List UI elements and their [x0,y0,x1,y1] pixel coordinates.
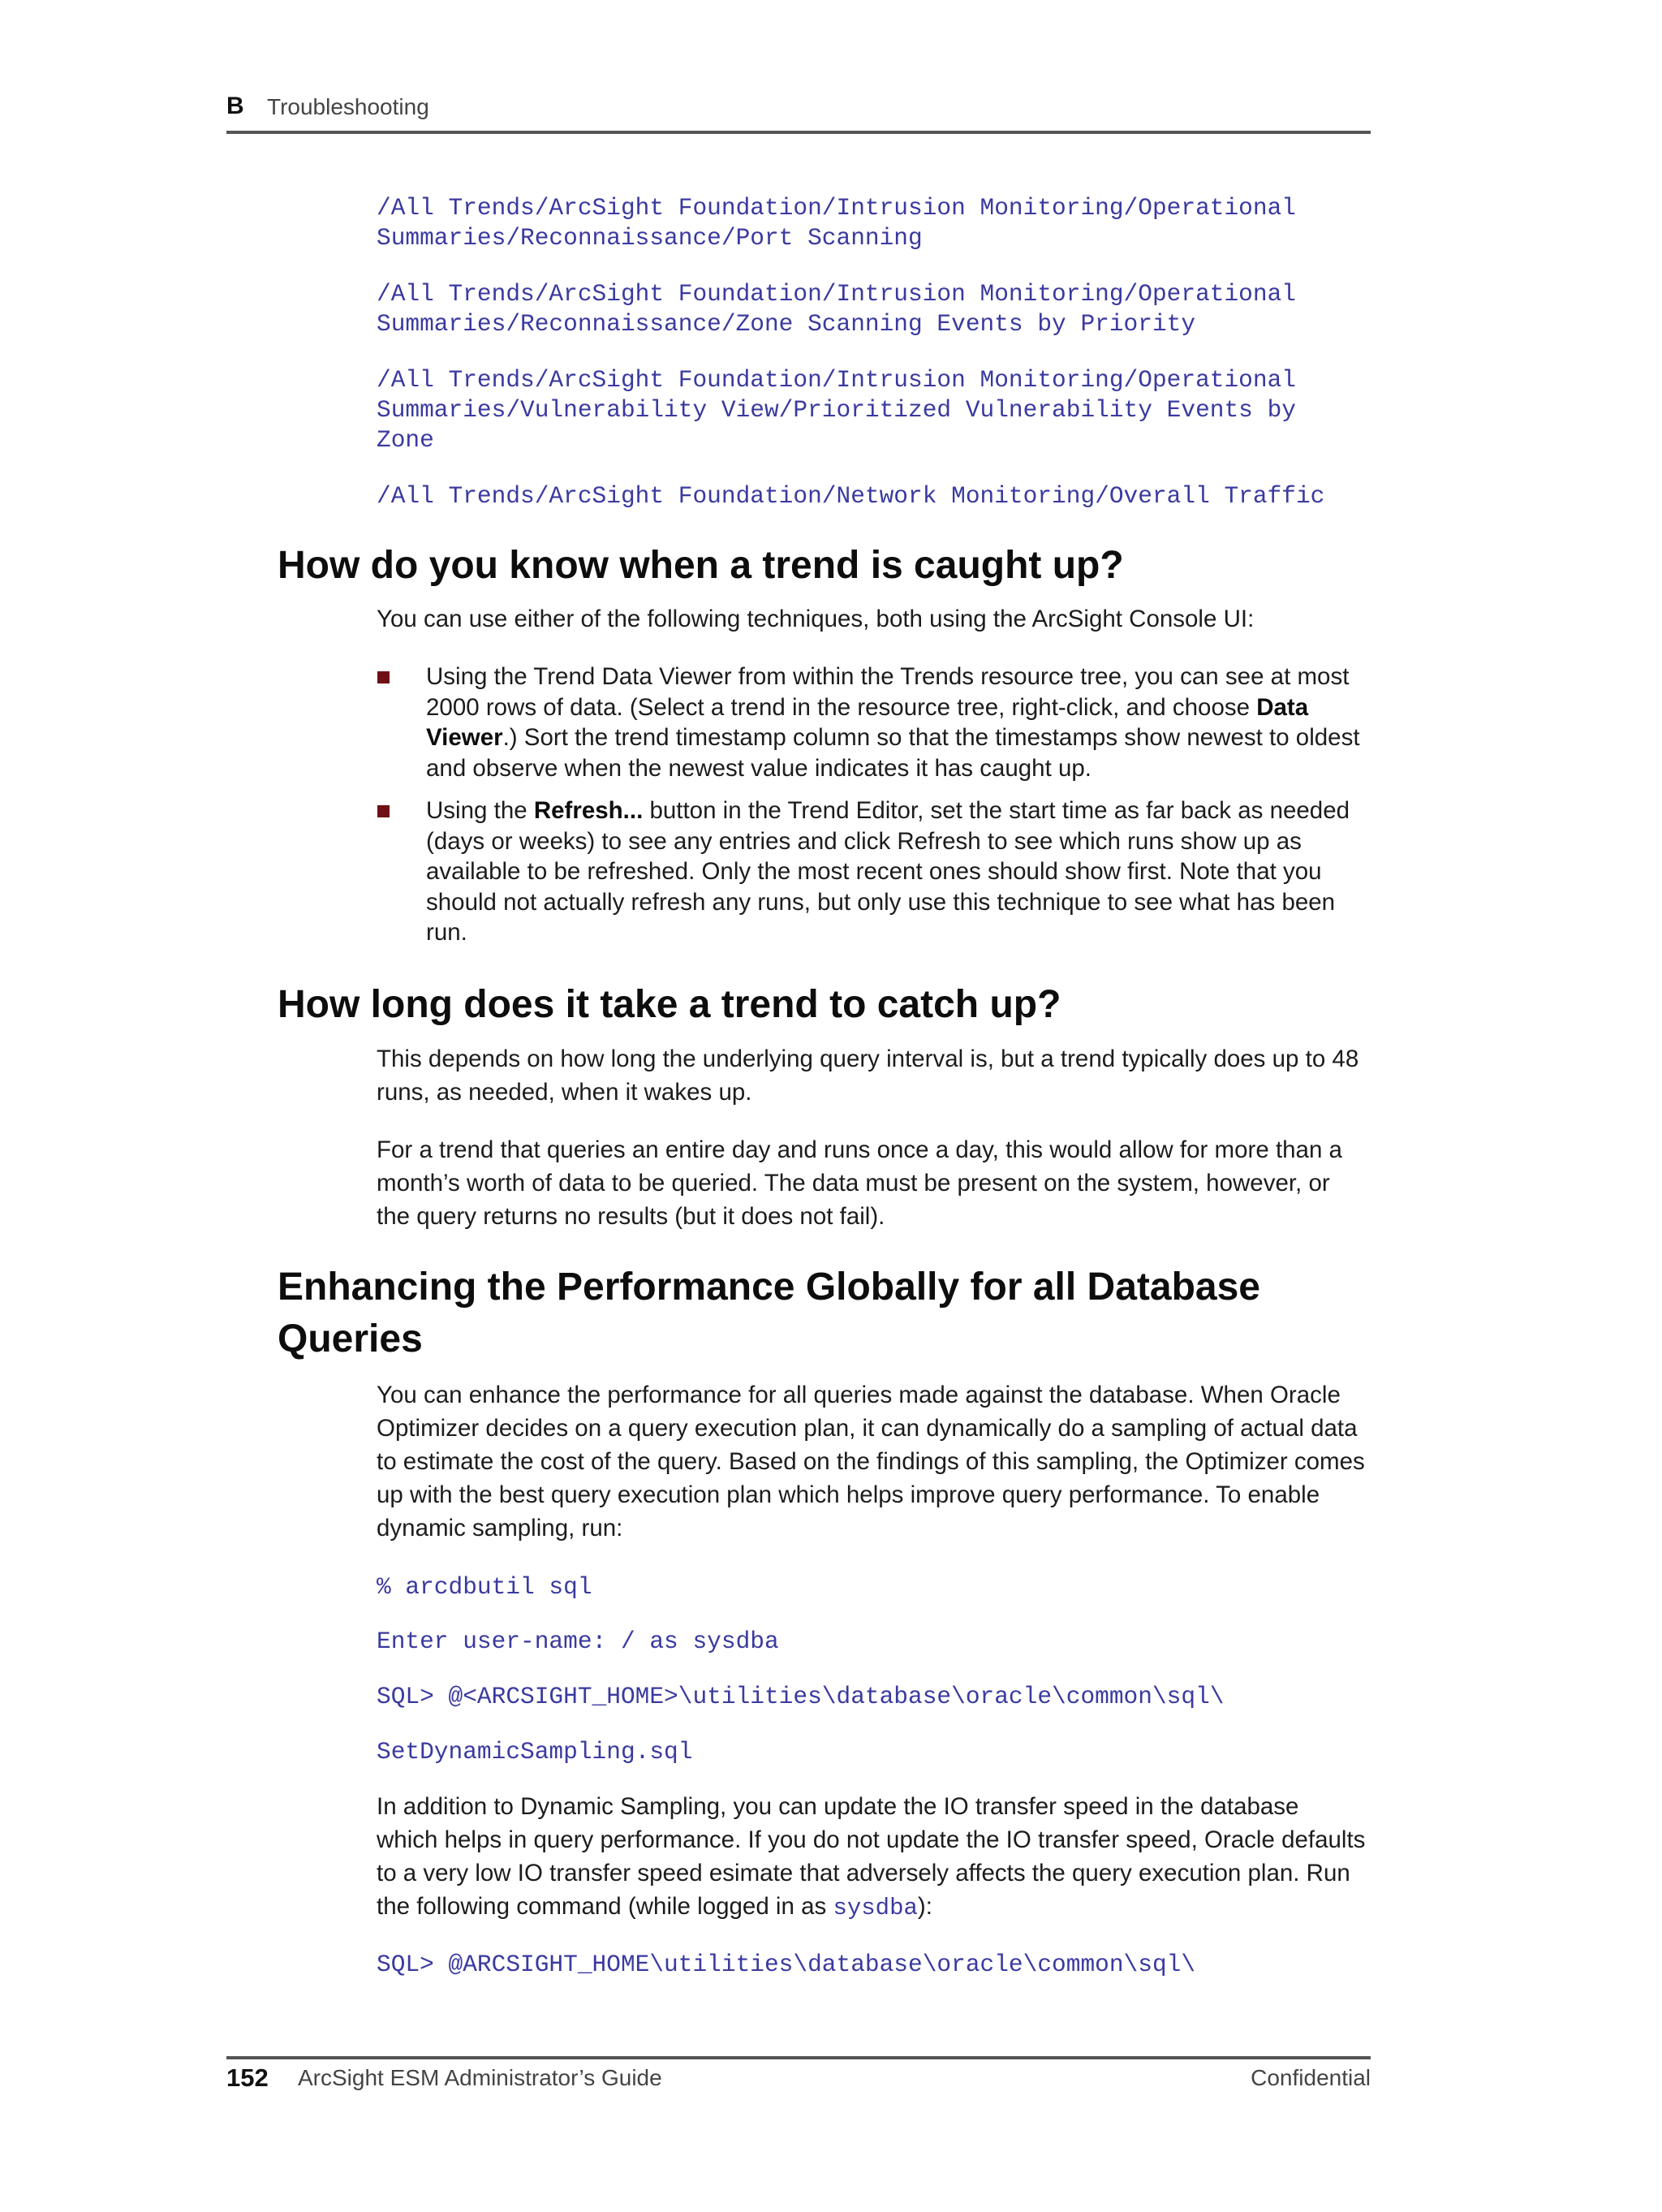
trend-path-2: /All Trends/ArcSight Foundation/Intrusion Monitoring/Operational Summaries/Reconnaissance/Zone Scanning Events by Priority [377,280,1296,338]
code-line-arcdbutil: % arcdbutil sql [377,1573,592,1601]
trend-path-3: /All Trends/ArcSight Foundation/Intrusion Monitoring/Operational Summaries/Vulnerability View/Prioritized Vulnerability Events by Zone [377,366,1296,454]
code-line-username: Enter user-name: / as sysdba [377,1628,779,1655]
code-line-sql-file: SetDynamicSampling.sql [377,1738,693,1766]
book-title: ArcSight ESM Administrator’s Guide [298,2065,662,2090]
page-number: 152 [226,2063,269,2092]
section-heading-caught-up: How do you know when a trend is caught up? [278,544,1124,587]
chapter-letter: B [226,93,244,119]
section2-para1: This depends on how long the underlying query interval is, but a trend typically does up to 48 runs, as needed, when it wakes up. [377,1046,1359,1106]
code-line-sql-path: SQL> @<ARCSIGHT_HOME>\utilities\database\oracle\common\sql\ [377,1683,1225,1710]
trend-path-4: /All Trends/ArcSight Foundation/Network Monitoring/Overall Traffic [377,482,1325,510]
section3-para1: You can enhance the performance for all queries made against the database. When Oracle Optimizer decides on a query execution plan, it can dynamically do a sampling of actual data to estimate the cost of the query. Based on the findings of this sampling, the Optimizer comes up with the best query execution plan which helps improve query performance. To enable dynamic sampling, run: [377,1382,1365,1542]
header-rule [226,131,1371,134]
section1-intro: You can use either of the following techniques, both using the ArcSight Console UI: [377,606,1255,632]
page-footer [226,2062,1371,2102]
section-heading-catch-up-time: How long does it take a trend to catch up? [278,983,1061,1026]
section3-para2: In addition to Dynamic Sampling, you can update the IO transfer speed in the database which helps in query performance. If you do not update the IO transfer speed, Oracle defaults to a very low IO transfer speed esimate that adversely affects the query execution plan. Run the following command (while logged in as sysdba): [377,1793,1366,1921]
section2-para2: For a trend that queries an entire day and runs once a day, this would allow for more than a month’s worth of data to be queried. The data must be present on the system, however, or the query returns no results (but it does not fail). [377,1136,1342,1230]
code-line-io-command: SQL> @ARCSIGHT_HOME\utilities\database\oracle\common\sql\ [377,1951,1196,1978]
bullet-text: Using the Trend Data Viewer from within the Trends resource tree, you can see at most 2000 rows of data. (Select a trend in the resource tree, right-click, and choose Data Viewer.) Sort the trend timestamp column so that the timestamps show newest to oldest and observe when the newest value indicates it has caught up. [426,663,1360,782]
trend-path-1: /All Trends/ArcSight Foundation/Intrusion Monitoring/Operational Summaries/Reconnaissance/Port Scanning [377,194,1296,252]
bullet-square-icon [377,671,390,683]
bullet-text: Using the Refresh... button in the Trend Editor, set the start time as far back as needed (days or weeks) to see any entries and click Refresh to see which runs show up as available to be refreshed. Only the most recent ones should show first. Note that you should not actually refresh any runs, but only use this technique to see what has been run. [426,797,1350,946]
confidential-label: Confidential [1251,2065,1371,2090]
chapter-title: Troubleshooting [267,94,429,119]
page-header [226,91,1371,133]
section-heading-performance: Enhancing the Performance Globally for all Database Queries [278,1266,1260,1360]
bullet-square-icon [377,805,390,817]
footer-rule [226,2056,1371,2059]
